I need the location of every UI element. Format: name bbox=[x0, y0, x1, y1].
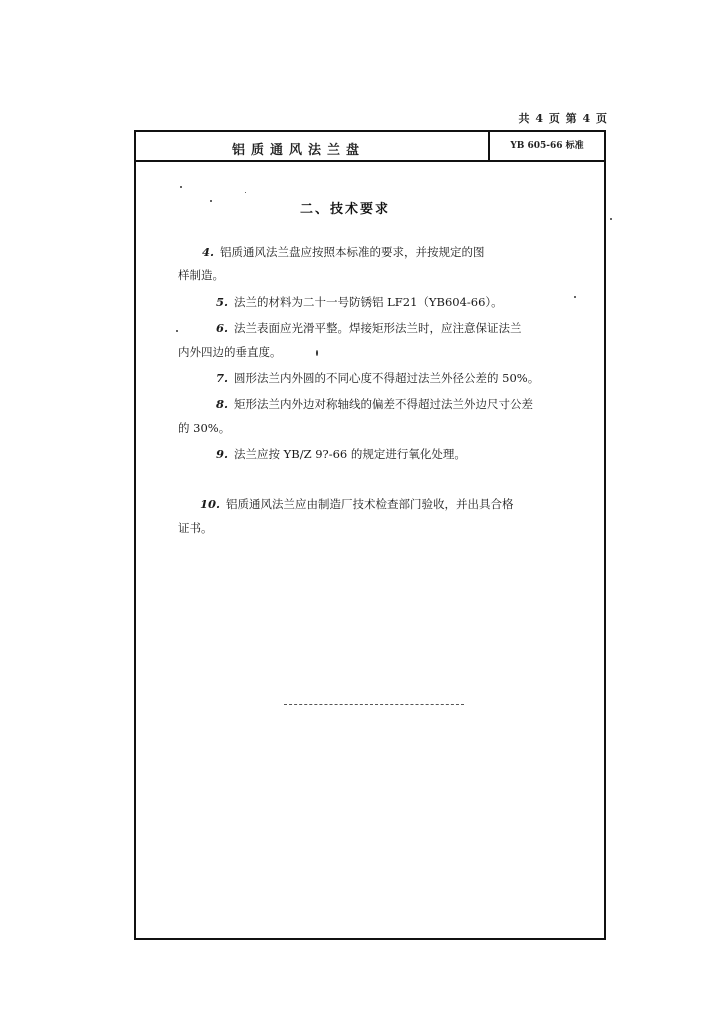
sheet-number: 共 4 页 第 4 页 bbox=[518, 112, 608, 125]
requirement-number: 7. bbox=[216, 371, 229, 385]
requirement-text: 的 30%。 bbox=[178, 421, 231, 435]
standard-code: YB 605-66 标准 bbox=[488, 132, 604, 160]
requirement-line bbox=[200, 496, 514, 512]
requirement-text: 内外四边的垂直度。 bbox=[178, 345, 282, 359]
requirement-number: 5. bbox=[216, 295, 229, 309]
document-title: 铝质通风法兰盘 bbox=[232, 143, 366, 158]
requirement-number: 9. bbox=[216, 447, 229, 461]
end-rule bbox=[284, 704, 464, 705]
requirement-text: 样制造。 bbox=[178, 268, 224, 282]
document-frame bbox=[134, 130, 606, 940]
scan-speck bbox=[245, 192, 246, 193]
scan-speck bbox=[180, 186, 182, 188]
requirement-line bbox=[178, 520, 213, 536]
requirement-line bbox=[216, 294, 503, 310]
requirement-text: 铝质通风法兰应由制造厂技术检查部门验收，并出具合格 bbox=[226, 497, 514, 511]
requirement-number: 6. bbox=[216, 321, 229, 335]
requirement-line bbox=[216, 320, 522, 336]
requirement-text: 法兰的材料为二十一号防锈铝 LF21（YB604-66）。 bbox=[234, 295, 503, 309]
requirement-line bbox=[216, 446, 466, 462]
requirement-line bbox=[178, 267, 224, 283]
scan-speck bbox=[316, 350, 318, 356]
scan-speck bbox=[610, 218, 612, 220]
requirement-number: 4. bbox=[202, 245, 215, 259]
header-row bbox=[136, 132, 604, 162]
requirement-line bbox=[178, 344, 282, 360]
requirement-line bbox=[202, 244, 485, 260]
requirement-text: 矩形法兰内外边对称轴线的偏差不得超过法兰外边尺寸公差 bbox=[234, 397, 534, 411]
requirement-text: 圆形法兰内外圆的不同心度不得超过法兰外径公差的 50%。 bbox=[234, 371, 540, 385]
requirement-line bbox=[178, 420, 230, 436]
requirement-number: 10. bbox=[200, 497, 221, 511]
requirement-text: 法兰表面应光滑平整。焊接矩形法兰时，应注意保证法兰 bbox=[234, 321, 522, 335]
scan-speck bbox=[176, 330, 178, 332]
requirement-text: 铝质通风法兰盘应按照本标准的要求，并按规定的图 bbox=[220, 245, 485, 259]
scan-speck bbox=[574, 296, 576, 298]
requirement-text: 法兰应按 YB/Z 9?-66 的规定进行氧化处理。 bbox=[234, 447, 466, 461]
section-heading: 二、技术要求 bbox=[300, 202, 391, 217]
requirement-text: 证书。 bbox=[178, 521, 213, 535]
requirement-number: 8. bbox=[216, 397, 229, 411]
requirement-line bbox=[216, 370, 539, 386]
requirement-line bbox=[216, 396, 533, 412]
scan-speck bbox=[210, 200, 212, 202]
